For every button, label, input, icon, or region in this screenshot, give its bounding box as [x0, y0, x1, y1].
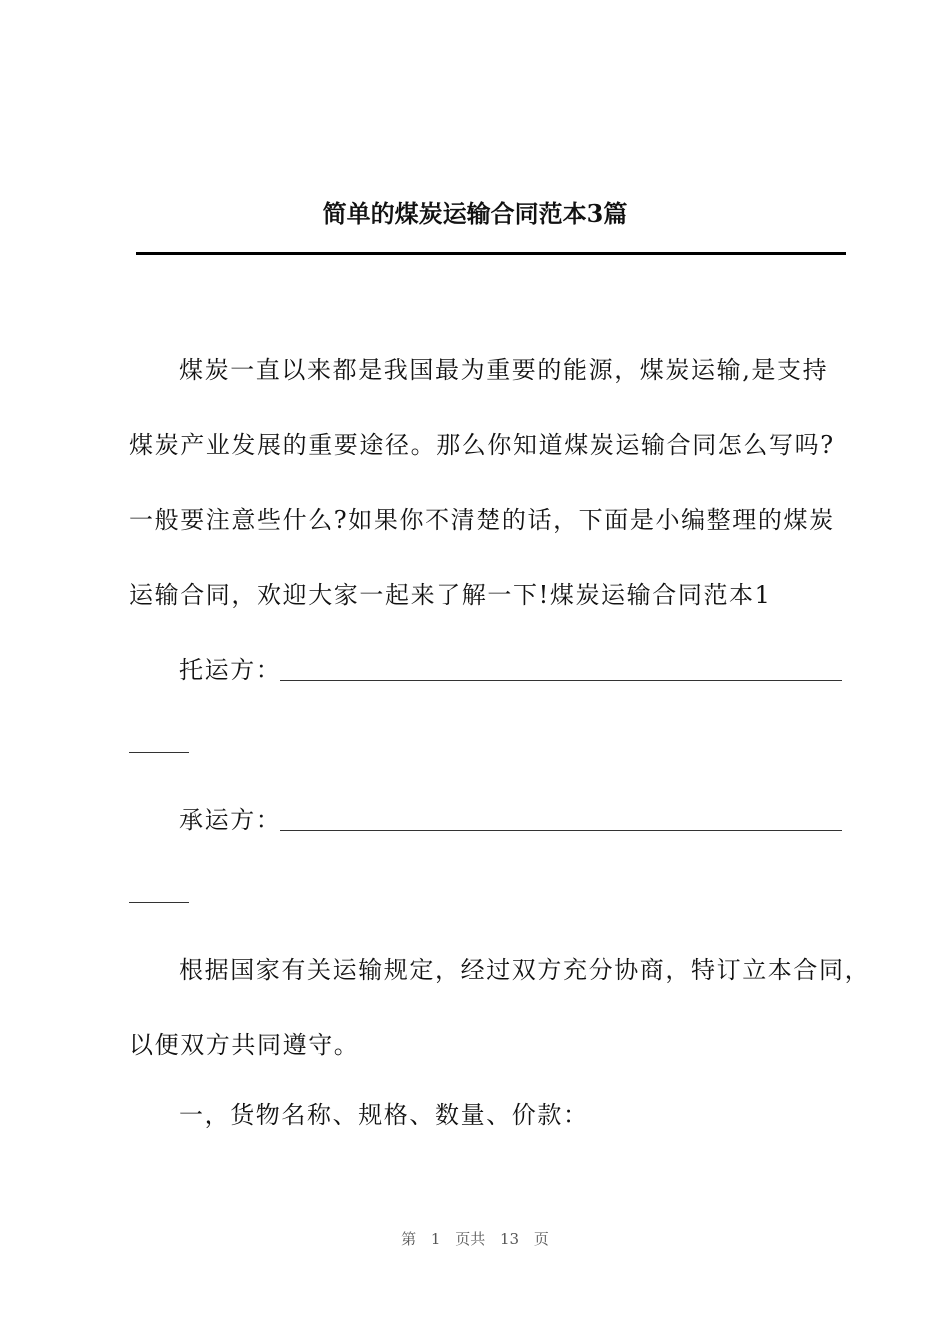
page-footer: 第 1 页共 13 页: [401, 1230, 549, 1248]
shipper-label: 托运方：: [179, 656, 282, 684]
section-heading: 一，货物名称、规格、数量、价款：: [179, 1101, 589, 1129]
carrier-fill-line-continued: [129, 902, 189, 903]
page-title: 简单的煤炭运输合同范本3篇: [322, 199, 628, 228]
shipper-fill-line: [280, 680, 842, 681]
carrier-label: 承运方：: [179, 806, 282, 834]
paragraph-line: 以便双方共同遵守。: [129, 1031, 360, 1059]
title-divider: [136, 252, 846, 255]
paragraph-line: 根据国家有关运输规定，经过双方充分协商，特订立本合同，: [179, 956, 871, 984]
carrier-fill-line: [280, 830, 842, 831]
paragraph-line: 运输合同，欢迎大家一起来了解一下!煤炭运输合同范本1: [129, 581, 772, 609]
shipper-fill-line-continued: [129, 752, 189, 753]
paragraph-line: 煤炭产业发展的重要途径。那么你知道煤炭运输合同怎么写吗?: [129, 431, 835, 459]
paragraph-line: 煤炭一直以来都是我国最为重要的能源，煤炭运输,是支持: [179, 356, 829, 384]
paragraph-line: 一般要注意些什么?如果你不清楚的话，下面是小编整理的煤炭: [129, 506, 835, 534]
